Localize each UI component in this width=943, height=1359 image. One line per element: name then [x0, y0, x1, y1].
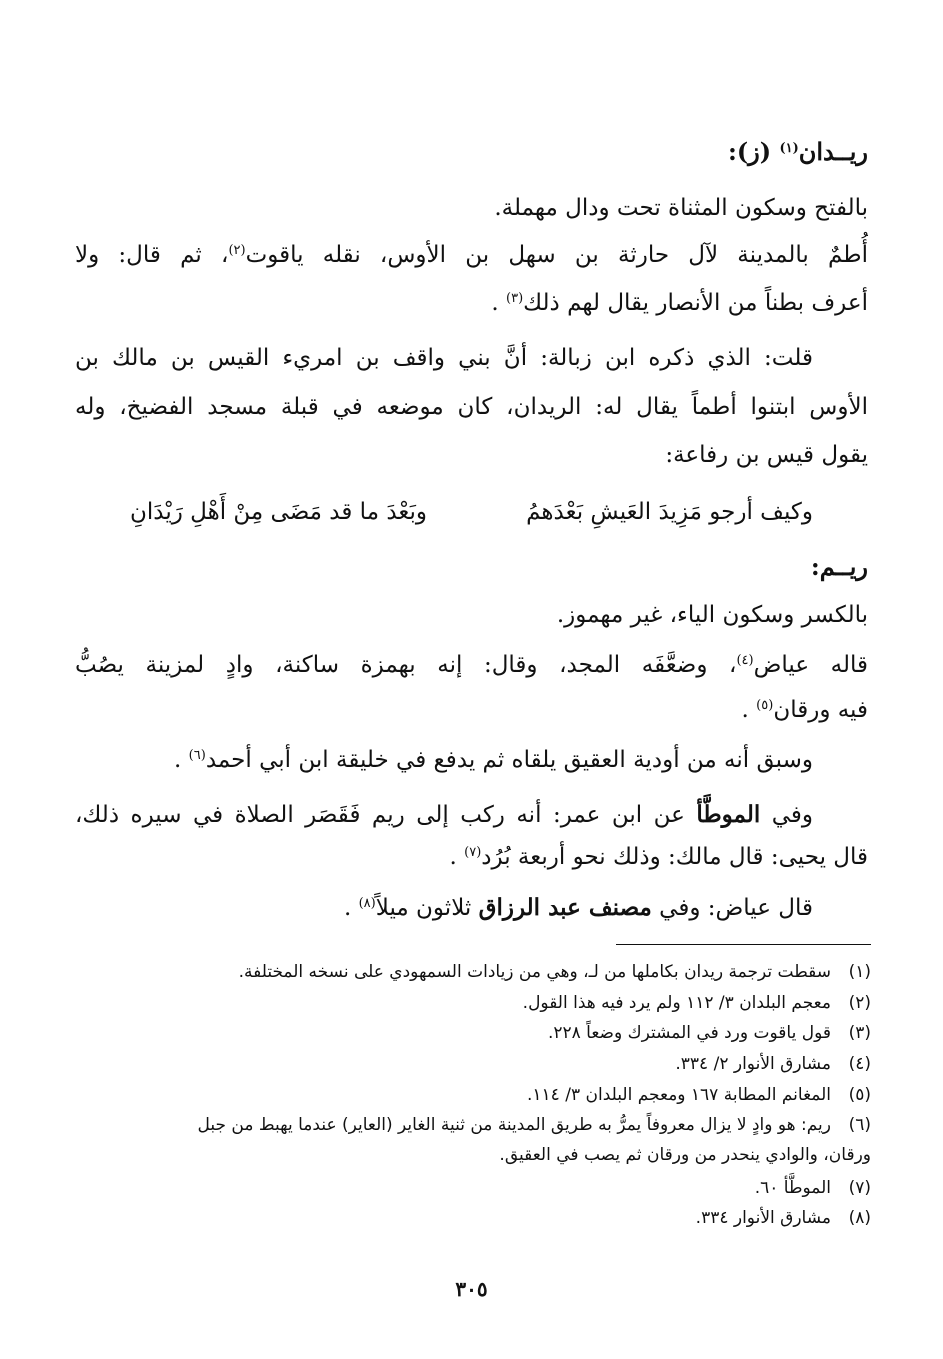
paragraph-line: قاله عياض$^{(٤)}$، وضعَّفَه المجد، وقال: إنه بهمزة ساكنة، وادٍ لمزينة يصُبُّ — [75, 652, 869, 678]
footnote-2: (٢)معجم البلدان ٣/ ١١٢ ولم يرد فيه هذا القول. — [522, 993, 871, 1013]
paragraph-line: قلت: الذي ذكره ابن زبالة: أنَّ بني واقف بن امريء القيس بن مالك بن — [75, 345, 813, 371]
footnote-1: (١)سقطت ترجمة ريدان بكاملها من لـ، وهي من زيادات السمهودي على نسخه المختلفة. — [238, 962, 871, 982]
paragraph-line: بالفتح وسكون المثناة تحت ودال مهملة. — [494, 195, 868, 221]
paragraph-line: يقول قيس بن رفاعة: — [665, 442, 868, 468]
footnote-ref[interactable]: (٤) — [736, 653, 754, 668]
footnote-ref[interactable]: (٦) — [188, 748, 206, 763]
paragraph-line: وفي الموطَّأ عن ابن عمر: أنه ركب إلى ريم فَقَصَر الصلاة في سيره ذلك، — [75, 801, 813, 828]
footnote-ref[interactable]: (٧) — [464, 845, 482, 860]
footnote-3: (٣)قول ياقوت ورد في المشترك وضعاً ٢٢٨. — [547, 1023, 871, 1043]
hemistich-first: وكيف أرجو مَزِيدَ العَيشِ بَعْدَهمُ — [526, 499, 813, 525]
poem-verse — [130, 497, 813, 527]
source-title: الموطَّأ — [696, 801, 761, 828]
footnote-6-continuation: ورقان، والوادي ينحدر من ورقان ثم يصب في العقيق. — [499, 1145, 871, 1165]
paragraph-line: بالكسر وسكون الياء، غير مهموز. — [556, 602, 868, 628]
footnote-7: (٧)الموطَّأ ٦٠. — [754, 1178, 871, 1198]
footnote-ref[interactable]: (٢) — [228, 243, 246, 258]
source-title: مصنف عبد الرزاق — [478, 894, 652, 921]
footnote-ref[interactable]: (٣) — [506, 291, 524, 306]
footnote-ref[interactable]: (٥) — [756, 698, 774, 713]
paragraph-line: أُطمٌ بالمدينة لآل حارثة بن سهل بن الأوس، نقله ياقوت$^{(٢)}$، ثم قال: ولا — [75, 242, 868, 268]
footnote-8: (٨)مشارق الأنوار ٣٣٤. — [695, 1208, 871, 1228]
paragraph-line: قال عياض: وفي مصنف عبد الرزاق ثلاثون ميلاً$^{(٨)}$ . — [343, 894, 813, 921]
paragraph-line: أعرف بطناً من الأنصار يقال لهم ذلك$^{(٣)}$ . — [491, 290, 868, 316]
paragraph-line: الأوس ابتنوا أطماً يقال له: الريدان، كان موضعه في قبلة مسجد الفضيخ، وله — [75, 394, 868, 420]
paragraph-line: فيه ورقان$^{(٥)}$ . — [741, 697, 868, 723]
paragraph-line: قال يحيى: قال مالك: وذلك نحو أربعة بُرُد$^{(٧)}$ . — [449, 844, 868, 870]
footnote-5: (٥)المغانم المطابة ١٦٧ ومعجم البلدان ٣/ ١١٤. — [527, 1085, 871, 1105]
footnote-4: (٤)مشارق الأنوار ٢/ ٣٣٤. — [675, 1054, 871, 1074]
entry-heading-raydan: ريــدان$^{(١)}$ (ز): — [727, 137, 868, 166]
hemistich-second: وبَعْدَ ما قد مَضَى مِنْ أَهْلِ رَيْدَانِ — [130, 499, 428, 525]
entry-heading-reem: ريــم: — [810, 552, 868, 581]
footnote-ref[interactable]: (١) — [779, 141, 799, 156]
paragraph-line: وسبق أنه من أودية العقيق يلقاه ثم يدفع في خليقة ابن أبي أحمد$^{(٦)}$ . — [174, 747, 813, 773]
page-number: ٣٠٥ — [455, 1277, 488, 1301]
footnote-6: (٦)ريم: هو وادٍ لا يزال معروفاً يمرُّ به طريق المدينة من ثنية الغاير (العاير) عندما يهبط من جبل — [197, 1115, 871, 1135]
footnote-separator — [616, 944, 871, 945]
footnote-ref[interactable]: (٨) — [358, 896, 376, 911]
